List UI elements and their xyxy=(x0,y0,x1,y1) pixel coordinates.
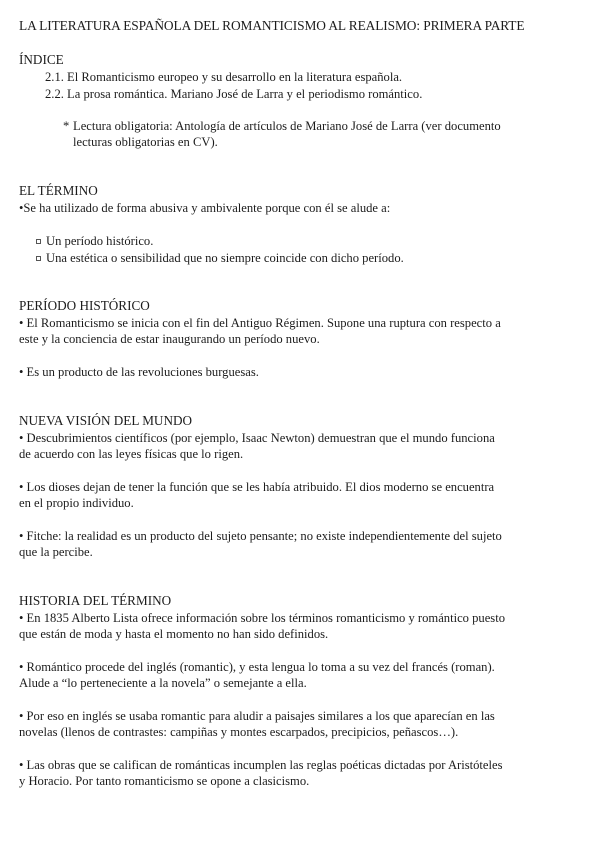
square-bullet-icon xyxy=(36,239,41,244)
document-title: LA LITERATURA ESPAÑOLA DEL ROMANTICISMO AL REALISMO: PRIMERA PARTE xyxy=(19,18,525,33)
vision-p2-line1: • Los dioses dejan de tener la función que se les había atribuido. El dios moderno se encuentra xyxy=(19,480,495,494)
indice-item-2-1: 2.1. El Romanticismo europeo y su desarrollo en la literatura española. xyxy=(45,70,403,84)
vision-p1-line2: de acuerdo con las leyes físicas que lo rigen. xyxy=(19,447,244,461)
historia-p2-line1: • Romántico procede del inglés (romantic), y esta lengua lo toma a su vez del francés (roman). xyxy=(19,660,495,674)
historia-heading: HISTORIA DEL TÉRMINO xyxy=(19,593,172,608)
historia-p2-line2: Alude a “lo perteneciente a la novela” o semejante a ella. xyxy=(19,676,307,690)
historia-p3-line2: novelas (llenos de contrastes: campiñas y montes escarpados, precipicios, peñascos…). xyxy=(19,725,459,739)
square-bullet-icon xyxy=(36,256,41,261)
reading-note xyxy=(63,118,563,150)
historia-p4-line2: y Horacio. Por tanto romanticismo se opone a clasicismo. xyxy=(19,774,310,788)
historia-p1-line2: que están de moda y hasta el momento no han sido definidos. xyxy=(19,627,329,641)
reading-note-line1: Lectura obligatoria: Antología de artículos de Mariano José de Larra (ver documento xyxy=(73,119,501,133)
indice-heading: ÍNDICE xyxy=(19,52,64,67)
periodo-p1-line2: este y la conciencia de estar inaugurando un período nuevo. xyxy=(19,332,320,346)
periodo-p1-line1: • El Romanticismo se inicia con el fin del Antiguo Régimen. Supone una ruptura con respecto a xyxy=(19,316,501,330)
termino-subitem-2 xyxy=(36,250,404,266)
vision-p2-line2: en el propio individuo. xyxy=(19,496,134,510)
periodo-p2: • Es un producto de las revoluciones burguesas. xyxy=(19,365,259,379)
reading-note-line2: lecturas obligatorias en CV). xyxy=(73,135,218,150)
asterisk-mark: * xyxy=(63,119,70,133)
indice-item-2-2: 2.2. La prosa romántica. Mariano José de Larra y el periodismo romántico. xyxy=(45,87,423,101)
vision-heading: NUEVA VISIÓN DEL MUNDO xyxy=(19,413,193,428)
periodo-heading: PERÍODO HISTÓRICO xyxy=(19,298,150,313)
termino-subitem-2-text: Una estética o sensibilidad que no siempre coincide con dicho período. xyxy=(46,251,404,265)
vision-p3-line2: que la percibe. xyxy=(19,545,93,559)
termino-intro: •Se ha utilizado de forma abusiva y ambivalente porque con él se alude a: xyxy=(19,201,391,215)
termino-subitem-1-text: Un período histórico. xyxy=(46,234,154,248)
termino-heading: EL TÉRMINO xyxy=(19,183,98,198)
termino-subitem-1 xyxy=(36,233,153,249)
vision-p1-line1: • Descubrimientos científicos (por ejemplo, Isaac Newton) demuestran que el mundo funciona xyxy=(19,431,495,445)
vision-p3-line1: • Fitche: la realidad es un producto del sujeto pensante; no existe independientemente del sujeto xyxy=(19,529,502,543)
historia-p4-line1: • Las obras que se califican de románticas incumplen las reglas poéticas dictadas por Aristóteles xyxy=(19,758,503,772)
historia-p1-line1: • En 1835 Alberto Lista ofrece información sobre los términos romanticismo y romántico puesto xyxy=(19,611,506,625)
historia-p3-line1: • Por eso en inglés se usaba romantic para aludir a paisajes similares a los que aparecían en las xyxy=(19,709,495,723)
